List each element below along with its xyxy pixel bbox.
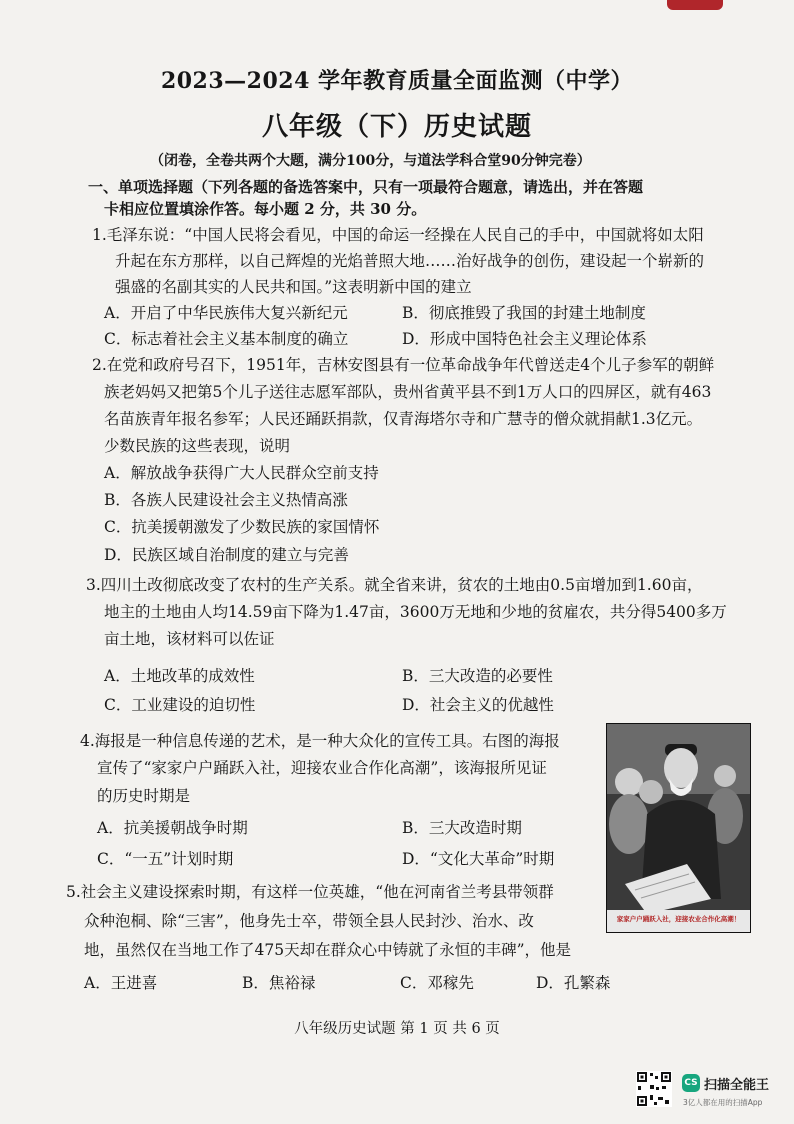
exam-title: 2023—2024 学年教育质量全面监测（中学） — [160, 68, 634, 94]
question-2-stem: 族老妈妈又把第5个儿子送往志愿军部队，贵州省黄平县不到1万人口的四屏区，就有463 — [104, 383, 712, 401]
poster-image — [606, 723, 751, 933]
camscanner-logo-icon: CS — [682, 1074, 700, 1092]
exam-subtitle: 八年级（下）历史试题 — [261, 112, 532, 142]
poster-illustration — [607, 724, 750, 932]
question-1-option-b[interactable]: B．彻底推毁了我国的封建土地制度 — [402, 304, 646, 322]
question-4-option-d[interactable]: D．“文化大革命”时期 — [402, 850, 555, 868]
question-4-option-a[interactable]: A．抗美援朝战争时期 — [97, 819, 248, 837]
poster-caption: 家家户户踊跃入社，迎接农业合作化高潮！ — [616, 915, 741, 923]
section-heading-cont: 卡相应位置填涂作答。每小题 2 分，共 30 分。 — [104, 200, 427, 218]
question-5-stem: 众种泡桐、除“三害”，他身先士卒，带领全县人民封沙、治水、改 — [84, 912, 534, 930]
question-2-stem: 少数民族的这些表现，说明 — [104, 437, 291, 455]
question-3-stem: 亩土地，该材料可以佐证 — [104, 630, 275, 648]
camscanner-name: 扫描全能王 — [704, 1078, 770, 1093]
question-2-option-b[interactable]: B．各族人民建设社会主义热情高涨 — [104, 491, 348, 509]
page-footer: 八年级历史试题 第 1 页 共 6 页 — [294, 1021, 500, 1037]
question-1-option-c[interactable]: C．标志着社会主义基本制度的确立 — [104, 330, 349, 348]
question-4-stem: 4.海报是一种信息传递的艺术，是一种大众化的宣传工具。右图的海报 — [80, 732, 560, 750]
camscanner-tagline: 3亿人都在用的扫描App — [683, 1098, 763, 1107]
question-2-option-c[interactable]: C．抗美援朝激发了少数民族的家国情怀 — [104, 518, 380, 536]
question-5-stem: 5.社会主义建设探索时期，有这样一位英雄，“他在河南省兰考县带领群 — [66, 883, 554, 901]
question-2-stem: 2.在党和政府号召下，1951年，吉林安图县有一位革命战争年代曾送走4个儿子参军的朝鲜 — [92, 356, 715, 374]
qr-code-icon — [636, 1071, 672, 1107]
question-5-option-b[interactable]: B．焦裕禄 — [242, 974, 316, 992]
question-3-option-a[interactable]: A．土地改革的成效性 — [104, 667, 255, 685]
question-5-stem: 地，虽然仅在当地工作了475天却在群众心中铸就了永恒的丰碑”，他是 — [84, 941, 572, 959]
question-1-stem: 1.毛泽东说：“中国人民将会看见，中国的命运一经操在人民自己的手中，中国就将如太阳 — [92, 226, 704, 244]
question-3-stem: 3.四川土改彻底改变了农村的生产关系。就全省来讲，贫农的土地由0.5亩增加到1.60亩， — [86, 576, 703, 594]
question-1-option-a[interactable]: A．开启了中华民族伟大复兴新纪元 — [104, 304, 348, 322]
question-2-option-d[interactable]: D．民族区域自治制度的建立与完善 — [104, 546, 349, 564]
question-4-stem: 的历史时期是 — [97, 787, 191, 805]
question-5-option-c[interactable]: C．邓稼先 — [400, 974, 474, 992]
question-5-option-a[interactable]: A．王进喜 — [84, 974, 158, 992]
question-1-stem: 升起在东方那样，以自己辉煌的光焰普照大地……治好战争的创伤，建设起一个崭新的 — [115, 252, 705, 270]
question-3-option-b[interactable]: B．三大改造的必要性 — [402, 667, 553, 685]
question-3-stem: 地主的土地由人均14.59亩下降为1.47亩，3600万无地和少地的贫雇农，共分得5400多万 — [104, 603, 727, 621]
question-4-option-c[interactable]: C．“一五”计划时期 — [97, 850, 234, 868]
question-3-option-d[interactable]: D．社会主义的优越性 — [402, 696, 554, 714]
section-heading: 一、单项选择题（下列各题的备选答案中，只有一项最符合题意，请选出，并在答题 — [88, 178, 644, 196]
exam-note: （闭卷，全卷共两个大题，满分100分，与道法学科合堂90分钟完卷） — [150, 153, 591, 169]
question-5-option-d[interactable]: D．孔繁森 — [536, 974, 611, 992]
red-binding-mark — [667, 0, 723, 10]
question-3-option-c[interactable]: C．工业建设的迫切性 — [104, 696, 256, 714]
question-1-option-d[interactable]: D．形成中国特色社会主义理论体系 — [402, 330, 647, 348]
question-2-option-a[interactable]: A．解放战争获得广大人民群众空前支持 — [104, 464, 379, 482]
question-4-option-b[interactable]: B．三大改造时期 — [402, 819, 522, 837]
question-4-stem: 宣传了“家家户户踊跃入社，迎接农业合作化高潮”，该海报所见证 — [97, 759, 547, 777]
question-1-stem: 强盛的名副其实的人民共和国。”这表明新中国的建立 — [115, 278, 472, 296]
question-2-stem: 名苗族青年报名参军；人民还踊跃捐款，仅青海塔尔寺和广慧寺的僧众就捐献1.3亿元。 — [104, 410, 703, 428]
